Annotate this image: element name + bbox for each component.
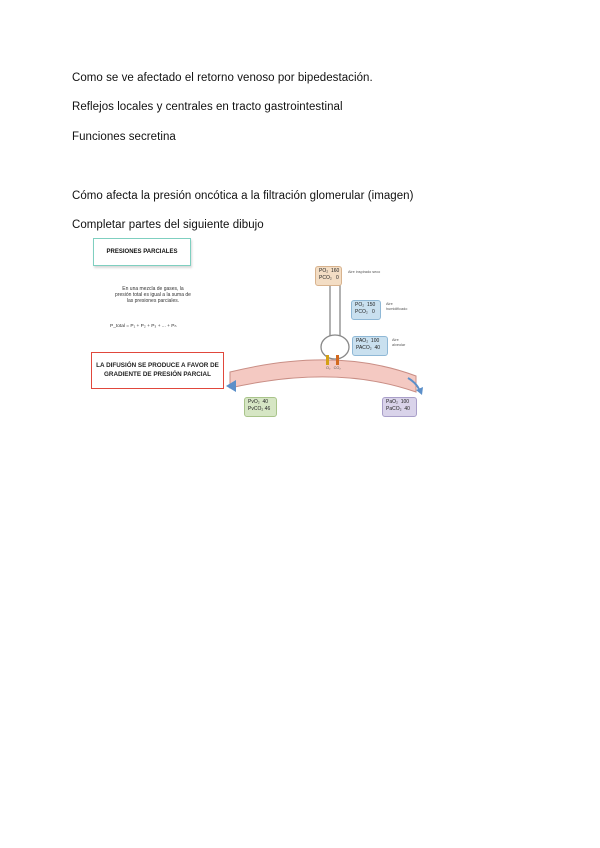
inspired-air-box: PO₂ 160 PCO₂ 0 <box>315 266 342 286</box>
humidified-air-label: Aire humidificado <box>386 302 408 311</box>
partial-pressures-title: PRESIONES PARCIALES <box>93 238 191 266</box>
arterial-blood-box: PaO₂ 100 PaCO₂ 40 <box>382 397 417 417</box>
partial-pressures-figure <box>86 234 426 424</box>
gas-exchange-label: O₂ CO₂ <box>326 366 341 370</box>
explanation-text: En una mezcla de gases, la presión total es igual a la suma de las presiones parciales. <box>115 286 191 304</box>
venous-blood-box: PvO₂ 40 PvCO₂ 46 <box>244 397 277 417</box>
question-secretin: Funciones secretina <box>72 131 176 143</box>
question-venous-return: Como se ve afectado el retorno venoso por bipedestación. <box>72 72 373 84</box>
total-pressure-formula: P_total = P₁ + P₂ + P₃ + ... + Pₙ <box>110 324 177 329</box>
humidified-air-box: PO₂ 150 PCO₂ 0 <box>351 300 381 320</box>
alveolar-air-label: Aire alveolar <box>392 338 406 347</box>
inspired-air-label: Aire inspirado seco <box>348 270 381 274</box>
alveolar-air-box: PAO₂ 100 PACO₂ 40 <box>352 336 388 356</box>
question-oncotic-pressure: Cómo afecta la presión oncótica a la filtración glomerular (imagen) <box>72 190 414 202</box>
diffusion-note: LA DIFUSIÓN SE PRODUCE A FAVOR DE GRADIENTE DE PRESIÓN PARCIAL <box>91 352 224 389</box>
question-complete-drawing: Completar partes del siguiente dibujo <box>72 219 264 231</box>
question-gi-reflexes: Reflejos locales y centrales en tracto gastrointestinal <box>72 101 343 113</box>
